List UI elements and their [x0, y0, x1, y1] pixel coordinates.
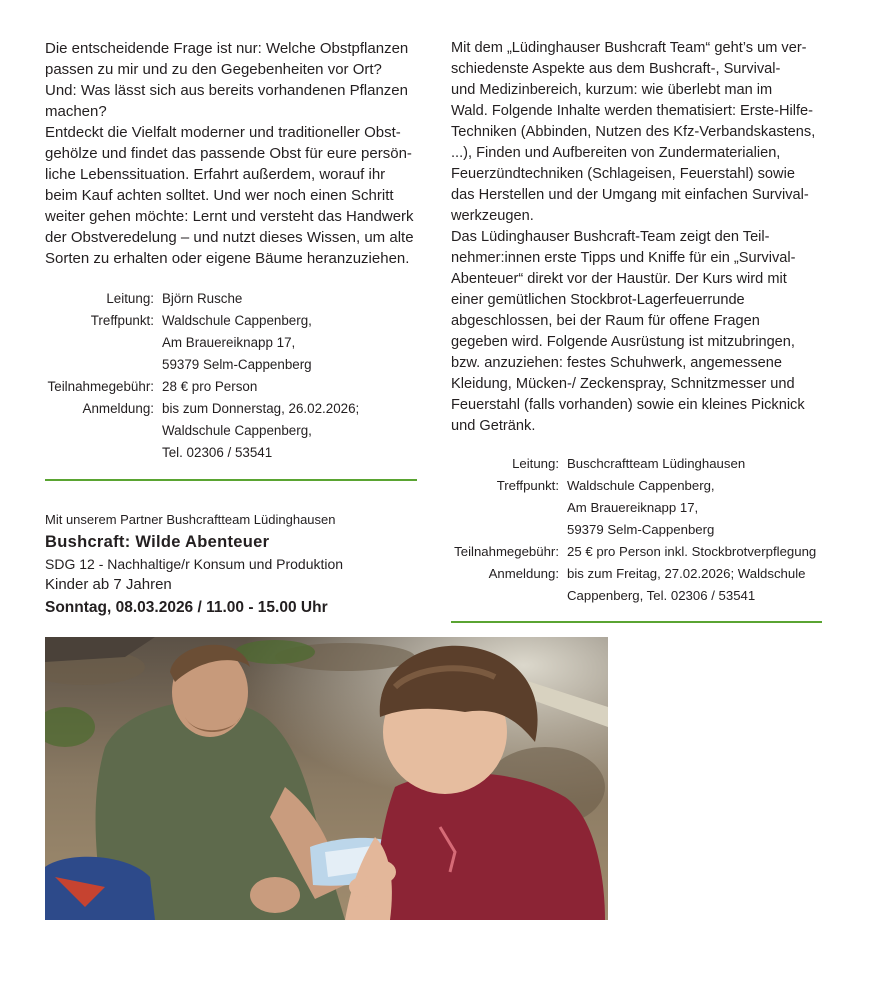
- photo-illustration: [45, 637, 608, 920]
- info-label: Treffpunkt:: [90, 313, 154, 328]
- event-sdg: SDG 12 - Nachhaltige/r Konsum und Produktion: [45, 556, 344, 572]
- info-value: Buschcraftteam Lüdinghausen: [567, 456, 746, 471]
- info-value: bis zum Freitag, 27.02.2026; Waldschule Cappenberg, Tel. 02306 / 53541: [567, 566, 806, 603]
- info-label: Teilnahmegebühr:: [47, 379, 154, 394]
- event-age: Kinder ab 7 Jahren: [45, 576, 172, 593]
- info-label: Anmeldung:: [82, 401, 154, 416]
- info-label: Treffpunkt:: [496, 478, 559, 493]
- event-datetime: Sonntag, 08.03.2026 / 11.00 - 15.00 Uhr: [45, 599, 328, 616]
- info-value: 25 € pro Person inkl. Stockbrotverpflegung: [567, 544, 817, 559]
- bushcraft-paragraph-topics: Mit dem „Lüdinghauser Bushcraft Team“ geht’s um ver- schiedenste Aspekte aus dem Bushcraft-, Survival- und Medizinbereich, kurzum: wie überlebt man im Wald. Folgende Inhalte werden thematisiert: Erste-Hilfe- Techniken (Abbinden, Nutzen des Kfz-Verbandskastens, ...), Finden und Aufbereiten von Zundermaterialien, Feuerzündtechniken (Schlageisen, Feuerstahl) sowie das Herstellen und der Umgang mit einfachen Survival- werkzeugen.: [451, 40, 816, 224]
- info-row-gebuehr: [451, 541, 837, 563]
- info-value: Björn Rusche: [162, 291, 243, 306]
- event-header: [45, 510, 425, 621]
- info-label: Leitung:: [512, 456, 559, 471]
- event-partner: Mit unserem Partner Bushcraftteam Lüdinghausen: [45, 512, 336, 527]
- info-label: Teilnahmegebühr:: [454, 544, 559, 559]
- info-value: bis zum Donnerstag, 26.02.2026; Waldschule Cappenberg, Tel. 02306 / 53541: [162, 401, 360, 460]
- left-column: [45, 38, 423, 269]
- info-row-leitung: [45, 288, 359, 310]
- info-row-gebuehr: [45, 376, 359, 398]
- bushcraft-course-info: [451, 453, 837, 607]
- info-row-anmeldung: [45, 398, 359, 464]
- event-title: Bushcraft: Wilde Abenteuer: [45, 533, 270, 551]
- bushcraft-paragraph-details: Das Lüdinghauser Bushcraft-Team zeigt den Teil- nehmer:innen erste Tipps und Kniffe für ein „Survival- Abenteuer“ direkt vor der Haustür. Der Kurs wird mit einer gemütlichen Stockbrot-Lagerfeuerrunde abgeschlossen, bei der Raum für offene Fragen gegeben wird. Folgende Ausrüstung ist mitzubringen, bzw. anzuziehen: festes Schuhwerk, angemessene Kleidung, Mücken-/ Zeckenspray, Schnitzmesser und Feuerstahl (falls vorhanden) sowie ein kleines Picknick und Getränk.: [451, 229, 805, 434]
- info-value: Waldschule Cappenberg, Am Brauereiknapp 17, 59379 Selm-Cappenberg: [567, 478, 715, 537]
- info-row-leitung: [451, 453, 837, 475]
- info-label: Leitung:: [106, 291, 154, 306]
- info-row-anmeldung: [451, 563, 837, 607]
- bushcraft-photo: [45, 637, 608, 920]
- info-value: Waldschule Cappenberg, Am Brauereiknapp 17, 59379 Selm-Cappenberg: [162, 313, 312, 372]
- right-column: [451, 38, 836, 437]
- info-value: 28 € pro Person: [162, 379, 258, 394]
- divider-right: [451, 621, 822, 623]
- intro-paragraph-questions: Die entscheidende Frage ist nur: Welche Obstpflanzen passen zu mir und zu den Gegebenheiten vor Ort? Und: Was lässt sich aus bereits vorhandenen Pflanzen machen?: [45, 40, 409, 120]
- intro-paragraph-description: Entdeckt die Vielfalt moderner und traditioneller Obst- gehölze und findet das passende Obst für eure persön- liche Lebenssituation. Erfahrt außerdem, worauf ihr beim Kauf achten solltet. Und wer noch einen Schritt weiter gehen möchte: Lernt und versteht das Handwerk der Obstveredelung – und nutzt dieses Wissen, um alte Sorten zu erhalten oder eigene Bäume heranzuziehen.: [45, 124, 414, 267]
- divider-left: [45, 479, 417, 481]
- info-label: Anmeldung:: [488, 566, 559, 581]
- info-row-treffpunkt: [451, 475, 837, 541]
- fruit-course-info: [45, 288, 359, 464]
- info-row-treffpunkt: [45, 310, 359, 376]
